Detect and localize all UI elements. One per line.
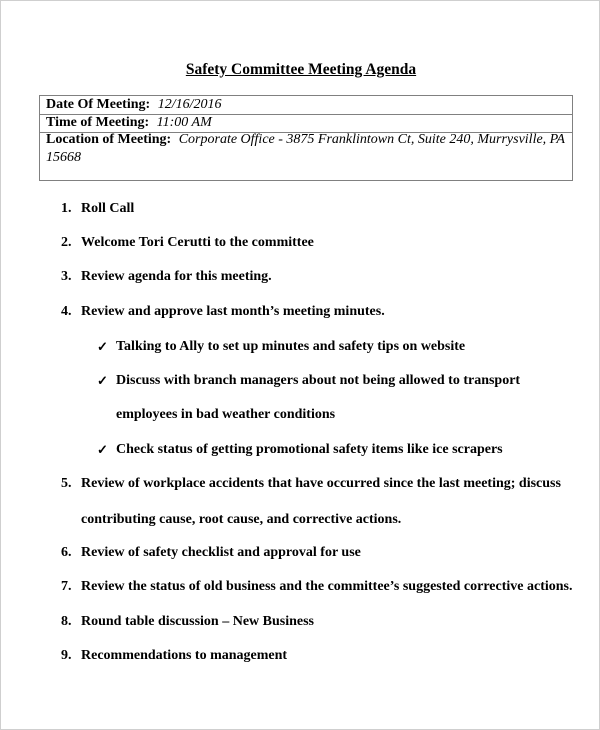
item-number: 3. xyxy=(61,269,72,284)
location-label: Location of Meeting: xyxy=(46,132,172,147)
sub-item-text: Check status of getting promotional safety items like ice scrapers xyxy=(116,442,503,457)
item-number: 4. xyxy=(61,304,72,319)
item-text: Review of safety checklist and approval for use xyxy=(81,545,361,560)
page-title: Safety Committee Meeting Agenda xyxy=(185,61,417,78)
checkmark-icon: ✓ xyxy=(97,373,108,388)
item-text: Review and approve last month’s meeting minutes. xyxy=(81,304,385,319)
item-text: Review of workplace accidents that have occurred since the last meeting; discuss xyxy=(81,476,561,491)
item-text: Recommendations to management xyxy=(81,648,288,663)
date-label: Date Of Meeting: xyxy=(46,97,151,112)
date-row xyxy=(40,96,573,115)
item-number: 5. xyxy=(61,476,72,491)
item-number: 8. xyxy=(61,614,72,629)
item-text: contributing cause, root cause, and corrective actions. xyxy=(81,512,402,527)
location-row xyxy=(46,131,566,167)
date-value: 12/16/2016 xyxy=(157,97,222,112)
checkmark-icon: ✓ xyxy=(97,339,108,354)
checkmark-icon: ✓ xyxy=(97,442,108,457)
item-number: 2. xyxy=(61,235,72,250)
sub-item-text: Talking to Ally to set up minutes and safety tips on website xyxy=(116,339,466,354)
sub-item-text: employees in bad weather conditions xyxy=(116,407,336,422)
sub-item-text: Discuss with branch managers about not being allowed to transport xyxy=(116,373,521,388)
time-label: Time of Meeting: xyxy=(46,115,150,130)
item-text: Review the status of old business and the committee’s suggested corrective actions. xyxy=(81,579,573,594)
item-text: Roll Call xyxy=(81,201,135,216)
item-number: 1. xyxy=(61,201,72,216)
item-number: 9. xyxy=(61,648,72,663)
item-text: Review agenda for this meeting. xyxy=(81,269,272,284)
item-number: 6. xyxy=(61,545,72,560)
item-text: Round table discussion – New Business xyxy=(81,614,315,629)
location-value: Corporate Office - 3875 Franklintown Ct, Suite 240, Murrysville, PA 15668 xyxy=(46,132,565,165)
item-text: Welcome Tori Cerutti to the committee xyxy=(81,235,314,250)
item-number: 7. xyxy=(61,579,72,594)
time-value: 11:00 AM xyxy=(156,115,212,130)
